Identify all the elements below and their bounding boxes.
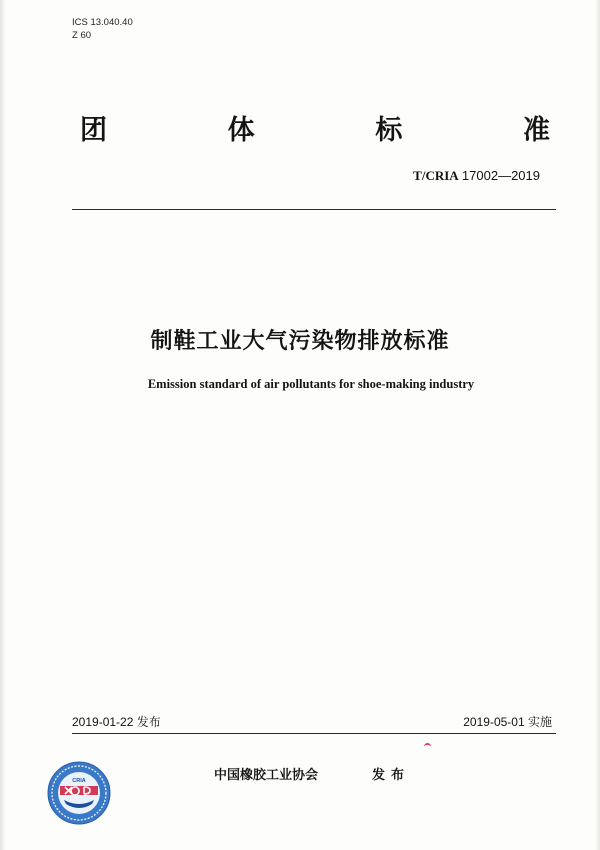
issue-date — [72, 713, 161, 730]
scan-edge-left — [0, 0, 6, 850]
publisher-name: 中国橡胶工业协会 — [214, 768, 319, 783]
issue-label: 发布 — [136, 715, 161, 729]
ink-mark — [424, 743, 431, 749]
document-type-heading — [80, 108, 550, 147]
publisher-verb: 发布 — [372, 768, 411, 783]
standard-prefix: T/CRIA — [413, 168, 459, 183]
implementation-date-value: 2019-05-01 — [463, 715, 525, 729]
standard-number — [413, 168, 540, 184]
ics-code: ICS 13.040.40 — [72, 17, 133, 28]
doc-type-char: 标 — [375, 115, 403, 146]
standard-code: 17002—2019 — [461, 168, 540, 183]
implementation-label: 实施 — [527, 715, 552, 729]
issue-date-value: 2019-01-22 — [72, 715, 134, 729]
top-divider — [72, 209, 556, 210]
association-seal-icon — [46, 760, 112, 826]
implementation-date — [463, 713, 552, 730]
doc-type-char: 团 — [80, 115, 107, 146]
doc-type-char: 准 — [522, 115, 550, 146]
bottom-divider — [72, 733, 556, 734]
seal-label: CRIA — [72, 778, 86, 784]
doc-type-char: 体 — [227, 115, 255, 146]
title-english: Emission standard of air pollutants for shoe-making industry — [147, 377, 475, 391]
classification-codes — [72, 16, 133, 42]
scan-edge-right — [595, 0, 600, 850]
ccs-code: Z 60 — [72, 30, 92, 41]
title-chinese: 制鞋工业大气污染物排放标准 — [150, 329, 450, 354]
